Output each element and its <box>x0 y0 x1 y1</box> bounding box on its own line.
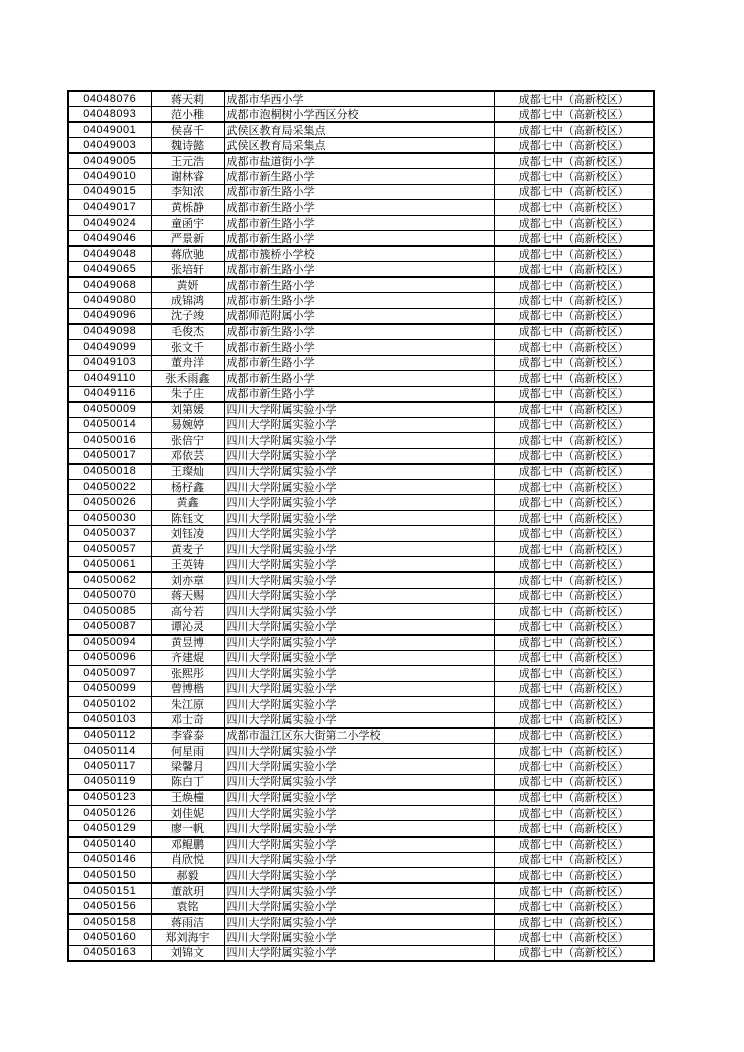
student-name-cell: 黄昱博 <box>151 635 224 651</box>
assigned-school-cell: 成都七中（高新校区） <box>494 371 654 387</box>
primary-school-cell: 成都市新生路小学 <box>224 169 494 185</box>
primary-school-cell: 四川大学附属实验小学 <box>224 526 494 542</box>
table-row <box>68 837 654 853</box>
table-row <box>68 510 654 526</box>
student-id-cell: 04050057 <box>68 541 151 557</box>
student-id-cell: 04050070 <box>68 588 151 604</box>
student-name-cell: 成锦鸿 <box>151 293 224 309</box>
student-name-cell: 王焕橦 <box>151 790 224 806</box>
student-id-cell: 04049003 <box>68 138 151 154</box>
student-id-cell: 04050016 <box>68 433 151 449</box>
assigned-school-cell: 成都七中（高新校区） <box>494 930 654 946</box>
table-row <box>68 588 654 604</box>
assigned-school-cell: 成都七中（高新校区） <box>494 464 654 480</box>
primary-school-cell: 四川大学附属实验小学 <box>224 635 494 651</box>
student-name-cell: 邓士奇 <box>151 712 224 728</box>
student-id-cell: 04050017 <box>68 448 151 464</box>
primary-school-cell: 四川大学附属实验小学 <box>224 837 494 853</box>
primary-school-cell: 四川大学附属实验小学 <box>224 417 494 433</box>
assigned-school-cell: 成都七中（高新校区） <box>494 246 654 262</box>
assigned-school-cell: 成都七中（高新校区） <box>494 91 654 107</box>
student-name-cell: 何星雨 <box>151 743 224 759</box>
student-name-cell: 杨杍鑫 <box>151 479 224 495</box>
student-id-cell: 04049065 <box>68 262 151 278</box>
primary-school-cell: 四川大学附属实验小学 <box>224 479 494 495</box>
primary-school-cell: 成都市新生路小学 <box>224 200 494 216</box>
student-name-cell: 袁铭 <box>151 899 224 915</box>
table-row <box>68 479 654 495</box>
student-id-cell: 04050061 <box>68 557 151 573</box>
table-row <box>68 899 654 915</box>
assigned-school-cell: 成都七中（高新校区） <box>494 790 654 806</box>
table-row <box>68 246 654 262</box>
student-name-cell: 郝毅 <box>151 868 224 884</box>
primary-school-cell: 四川大学附属实验小学 <box>224 557 494 573</box>
table-row <box>68 883 654 899</box>
student-id-cell: 04050102 <box>68 697 151 713</box>
student-id-cell: 04050112 <box>68 728 151 744</box>
student-name-cell: 郑刘海宇 <box>151 930 224 946</box>
student-name-cell: 王璨灿 <box>151 464 224 480</box>
table-row <box>68 308 654 324</box>
assigned-school-cell: 成都七中（高新校区） <box>494 402 654 418</box>
primary-school-cell: 四川大学附属实验小学 <box>224 852 494 868</box>
student-name-cell: 邓鲲鹏 <box>151 837 224 853</box>
primary-school-cell: 成都市新生路小学 <box>224 184 494 200</box>
assigned-school-cell: 成都七中（高新校区） <box>494 495 654 511</box>
student-id-cell: 04049010 <box>68 169 151 185</box>
primary-school-cell: 四川大学附属实验小学 <box>224 945 494 961</box>
assigned-school-cell: 成都七中（高新校区） <box>494 541 654 557</box>
assigned-school-cell: 成都七中（高新校区） <box>494 526 654 542</box>
student-id-cell: 04049005 <box>68 153 151 169</box>
student-id-cell: 04049024 <box>68 215 151 231</box>
table-row <box>68 852 654 868</box>
assigned-school-cell: 成都七中（高新校区） <box>494 681 654 697</box>
student-name-cell: 齐建焜 <box>151 650 224 666</box>
primary-school-cell: 成都市华西小学 <box>224 91 494 107</box>
assigned-school-cell: 成都七中（高新校区） <box>494 231 654 247</box>
assigned-school-cell: 成都七中（高新校区） <box>494 697 654 713</box>
primary-school-cell: 四川大学附属实验小学 <box>224 650 494 666</box>
student-name-cell: 黄妍 <box>151 277 224 293</box>
student-id-cell: 04050123 <box>68 790 151 806</box>
student-id-cell: 04050097 <box>68 666 151 682</box>
student-name-cell: 范小稚 <box>151 107 224 123</box>
primary-school-cell: 四川大学附属实验小学 <box>224 510 494 526</box>
assigned-school-cell: 成都七中（高新校区） <box>494 588 654 604</box>
table-row <box>68 184 654 200</box>
table-row <box>68 821 654 837</box>
assigned-school-cell: 成都七中（高新校区） <box>494 122 654 138</box>
table-row <box>68 122 654 138</box>
student-name-cell: 朱江原 <box>151 697 224 713</box>
primary-school-cell: 成都市新生路小学 <box>224 386 494 402</box>
student-id-cell: 04050146 <box>68 852 151 868</box>
student-name-cell: 蒋天莉 <box>151 91 224 107</box>
primary-school-cell: 四川大学附属实验小学 <box>224 464 494 480</box>
assigned-school-cell: 成都七中（高新校区） <box>494 821 654 837</box>
primary-school-cell: 武侯区教育局采集点 <box>224 122 494 138</box>
student-name-cell: 高兮若 <box>151 604 224 620</box>
student-name-cell: 蒋天赐 <box>151 588 224 604</box>
student-name-cell: 董舟洋 <box>151 355 224 371</box>
student-name-cell: 黄麦子 <box>151 541 224 557</box>
student-name-cell: 蒋雨洁 <box>151 914 224 930</box>
table-row <box>68 604 654 620</box>
primary-school-cell: 四川大学附属实验小学 <box>224 572 494 588</box>
student-id-cell: 04049116 <box>68 386 151 402</box>
table-row <box>68 945 654 961</box>
student-name-cell: 童函宇 <box>151 215 224 231</box>
assigned-school-cell: 成都七中（高新校区） <box>494 107 654 123</box>
student-id-cell: 04050022 <box>68 479 151 495</box>
table-row <box>68 635 654 651</box>
student-id-cell: 04049046 <box>68 231 151 247</box>
assigned-school-cell: 成都七中（高新校区） <box>494 293 654 309</box>
assigned-school-cell: 成都七中（高新校区） <box>494 308 654 324</box>
table-row <box>68 169 654 185</box>
primary-school-cell: 四川大学附属实验小学 <box>224 697 494 713</box>
student-name-cell: 李知浓 <box>151 184 224 200</box>
assigned-school-cell: 成都七中（高新校区） <box>494 169 654 185</box>
student-name-cell: 沈子竣 <box>151 308 224 324</box>
assigned-school-cell: 成都七中（高新校区） <box>494 619 654 635</box>
student-id-cell: 04050103 <box>68 712 151 728</box>
table-row <box>68 790 654 806</box>
primary-school-cell: 四川大学附属实验小学 <box>224 899 494 915</box>
assigned-school-cell: 成都七中（高新校区） <box>494 712 654 728</box>
assigned-school-cell: 成都七中（高新校区） <box>494 433 654 449</box>
primary-school-cell: 四川大学附属实验小学 <box>224 743 494 759</box>
table-row <box>68 728 654 744</box>
table-row <box>68 355 654 371</box>
assigned-school-cell: 成都七中（高新校区） <box>494 604 654 620</box>
primary-school-cell: 四川大学附属实验小学 <box>224 868 494 884</box>
student-name-cell: 黄栎静 <box>151 200 224 216</box>
table-row <box>68 293 654 309</box>
assigned-school-cell: 成都七中（高新校区） <box>494 572 654 588</box>
primary-school-cell: 成都市新生路小学 <box>224 371 494 387</box>
assigned-school-cell: 成都七中（高新校区） <box>494 510 654 526</box>
student-id-cell: 04050129 <box>68 821 151 837</box>
primary-school-cell: 成都市新生路小学 <box>224 262 494 278</box>
assigned-school-cell: 成都七中（高新校区） <box>494 277 654 293</box>
assigned-school-cell: 成都七中（高新校区） <box>494 340 654 356</box>
table-row <box>68 215 654 231</box>
student-id-cell: 04050163 <box>68 945 151 961</box>
student-name-cell: 梁馨月 <box>151 759 224 775</box>
student-id-cell: 04049017 <box>68 200 151 216</box>
assigned-school-cell: 成都七中（高新校区） <box>494 837 654 853</box>
student-id-cell: 04050151 <box>68 883 151 899</box>
student-name-cell: 严景新 <box>151 231 224 247</box>
student-id-cell: 04050160 <box>68 930 151 946</box>
student-id-cell: 04050158 <box>68 914 151 930</box>
assigned-school-cell: 成都七中（高新校区） <box>494 650 654 666</box>
student-name-cell: 侯喜千 <box>151 122 224 138</box>
primary-school-cell: 四川大学附属实验小学 <box>224 821 494 837</box>
student-id-cell: 04049099 <box>68 340 151 356</box>
student-id-cell: 04048076 <box>68 91 151 107</box>
assigned-school-cell: 成都七中（高新校区） <box>494 666 654 682</box>
primary-school-cell: 四川大学附属实验小学 <box>224 666 494 682</box>
table-row <box>68 371 654 387</box>
table-row <box>68 557 654 573</box>
student-id-cell: 04050114 <box>68 743 151 759</box>
student-id-cell: 04049080 <box>68 293 151 309</box>
assigned-school-cell: 成都七中（高新校区） <box>494 805 654 821</box>
primary-school-cell: 成都市新生路小学 <box>224 215 494 231</box>
student-id-cell: 04050156 <box>68 899 151 915</box>
assigned-school-cell: 成都七中（高新校区） <box>494 324 654 340</box>
assigned-school-cell: 成都七中（高新校区） <box>494 215 654 231</box>
student-id-cell: 04050099 <box>68 681 151 697</box>
student-name-cell: 刘亦章 <box>151 572 224 588</box>
student-id-cell: 04050117 <box>68 759 151 775</box>
student-name-cell: 朱子庄 <box>151 386 224 402</box>
primary-school-cell: 成都市新生路小学 <box>224 293 494 309</box>
assigned-school-cell: 成都七中（高新校区） <box>494 479 654 495</box>
primary-school-cell: 成都市新生路小学 <box>224 355 494 371</box>
primary-school-cell: 成都市泡桐树小学西区分校 <box>224 107 494 123</box>
student-name-cell: 魏诗懿 <box>151 138 224 154</box>
primary-school-cell: 四川大学附属实验小学 <box>224 402 494 418</box>
student-name-cell: 肖欣悦 <box>151 852 224 868</box>
table-row <box>68 464 654 480</box>
table-row <box>68 712 654 728</box>
table-row <box>68 697 654 713</box>
student-id-cell: 04050140 <box>68 837 151 853</box>
student-id-cell: 04050026 <box>68 495 151 511</box>
student-name-cell: 陈钰文 <box>151 510 224 526</box>
table-row <box>68 759 654 775</box>
table-row <box>68 340 654 356</box>
primary-school-cell: 四川大学附属实验小学 <box>224 541 494 557</box>
primary-school-cell: 成都市新生路小学 <box>224 340 494 356</box>
student-name-cell: 张文千 <box>151 340 224 356</box>
student-id-cell: 04050119 <box>68 774 151 790</box>
student-id-cell: 04050087 <box>68 619 151 635</box>
table-row <box>68 402 654 418</box>
student-id-cell: 04050150 <box>68 868 151 884</box>
assigned-school-cell: 成都七中（高新校区） <box>494 945 654 961</box>
table-row <box>68 386 654 402</box>
table-row <box>68 91 654 107</box>
student-id-cell: 04050018 <box>68 464 151 480</box>
student-id-cell: 04050014 <box>68 417 151 433</box>
assigned-school-cell: 成都七中（高新校区） <box>494 868 654 884</box>
student-name-cell: 刘锦文 <box>151 945 224 961</box>
primary-school-cell: 四川大学附属实验小学 <box>224 930 494 946</box>
student-name-cell: 王英铸 <box>151 557 224 573</box>
student-name-cell: 谢林睿 <box>151 169 224 185</box>
table-row <box>68 433 654 449</box>
table-row <box>68 619 654 635</box>
table-row <box>68 417 654 433</box>
student-id-cell: 04050085 <box>68 604 151 620</box>
student-id-cell: 04050037 <box>68 526 151 542</box>
student-name-cell: 张倍宁 <box>151 433 224 449</box>
primary-school-cell: 四川大学附属实验小学 <box>224 759 494 775</box>
primary-school-cell: 武侯区教育局采集点 <box>224 138 494 154</box>
student-id-cell: 04048093 <box>68 107 151 123</box>
primary-school-cell: 成都市温江区东大街第二小学校 <box>224 728 494 744</box>
table-row <box>68 448 654 464</box>
primary-school-cell: 四川大学附属实验小学 <box>224 588 494 604</box>
assigned-school-cell: 成都七中（高新校区） <box>494 153 654 169</box>
student-name-cell: 黄鑫 <box>151 495 224 511</box>
assigned-school-cell: 成都七中（高新校区） <box>494 200 654 216</box>
assigned-school-cell: 成都七中（高新校区） <box>494 262 654 278</box>
student-id-cell: 04049096 <box>68 308 151 324</box>
student-name-cell: 陈白丁 <box>151 774 224 790</box>
table-row <box>68 572 654 588</box>
primary-school-cell: 四川大学附属实验小学 <box>224 805 494 821</box>
student-id-cell: 04050094 <box>68 635 151 651</box>
student-id-cell: 04050009 <box>68 402 151 418</box>
table-row <box>68 277 654 293</box>
table-row <box>68 231 654 247</box>
student-id-cell: 04050062 <box>68 572 151 588</box>
student-id-cell: 04050096 <box>68 650 151 666</box>
student-id-cell: 04049015 <box>68 184 151 200</box>
primary-school-cell: 成都市簇桥小学校 <box>224 246 494 262</box>
student-name-cell: 李睿泰 <box>151 728 224 744</box>
primary-school-cell: 四川大学附属实验小学 <box>224 433 494 449</box>
table-body <box>68 91 654 961</box>
table-row <box>68 541 654 557</box>
student-name-cell: 廖一帆 <box>151 821 224 837</box>
primary-school-cell: 成都市新生路小学 <box>224 324 494 340</box>
assigned-school-cell: 成都七中（高新校区） <box>494 448 654 464</box>
student-name-cell: 董歆玥 <box>151 883 224 899</box>
student-name-cell: 曾博楷 <box>151 681 224 697</box>
table-row <box>68 526 654 542</box>
primary-school-cell: 成都市盐道街小学 <box>224 153 494 169</box>
assigned-school-cell: 成都七中（高新校区） <box>494 138 654 154</box>
assigned-school-cell: 成都七中（高新校区） <box>494 557 654 573</box>
student-name-cell: 张熙彤 <box>151 666 224 682</box>
table-row <box>68 743 654 759</box>
primary-school-cell: 成都市新生路小学 <box>224 277 494 293</box>
student-name-cell: 毛俊杰 <box>151 324 224 340</box>
assigned-school-cell: 成都七中（高新校区） <box>494 774 654 790</box>
primary-school-cell: 四川大学附属实验小学 <box>224 712 494 728</box>
table-row <box>68 107 654 123</box>
primary-school-cell: 四川大学附属实验小学 <box>224 495 494 511</box>
primary-school-cell: 四川大学附属实验小学 <box>224 790 494 806</box>
assigned-school-cell: 成都七中（高新校区） <box>494 883 654 899</box>
primary-school-cell: 四川大学附属实验小学 <box>224 914 494 930</box>
table-row <box>68 868 654 884</box>
table-row <box>68 324 654 340</box>
table-row <box>68 774 654 790</box>
student-id-cell: 04050030 <box>68 510 151 526</box>
primary-school-cell: 四川大学附属实验小学 <box>224 448 494 464</box>
primary-school-cell: 四川大学附属实验小学 <box>224 774 494 790</box>
primary-school-cell: 成都师范附属小学 <box>224 308 494 324</box>
assigned-school-cell: 成都七中（高新校区） <box>494 852 654 868</box>
table-row <box>68 650 654 666</box>
assigned-school-cell: 成都七中（高新校区） <box>494 417 654 433</box>
assigned-school-cell: 成都七中（高新校区） <box>494 635 654 651</box>
table-row <box>68 805 654 821</box>
student-name-cell: 张培轩 <box>151 262 224 278</box>
table-row <box>68 138 654 154</box>
student-name-cell: 王元浩 <box>151 153 224 169</box>
primary-school-cell: 四川大学附属实验小学 <box>224 619 494 635</box>
assigned-school-cell: 成都七中（高新校区） <box>494 184 654 200</box>
table-row <box>68 200 654 216</box>
assigned-school-cell: 成都七中（高新校区） <box>494 914 654 930</box>
primary-school-cell: 成都市新生路小学 <box>224 231 494 247</box>
table-row <box>68 153 654 169</box>
table-row <box>68 930 654 946</box>
assigned-school-cell: 成都七中（高新校区） <box>494 386 654 402</box>
primary-school-cell: 四川大学附属实验小学 <box>224 883 494 899</box>
table-row <box>68 914 654 930</box>
student-id-cell: 04050126 <box>68 805 151 821</box>
assigned-school-cell: 成都七中（高新校区） <box>494 899 654 915</box>
table-row <box>68 262 654 278</box>
table-row <box>68 681 654 697</box>
student-assignment-table <box>67 90 655 962</box>
primary-school-cell: 四川大学附属实验小学 <box>224 604 494 620</box>
student-id-cell: 04049048 <box>68 246 151 262</box>
student-id-cell: 04049001 <box>68 122 151 138</box>
assigned-school-cell: 成都七中（高新校区） <box>494 728 654 744</box>
student-name-cell: 易婉婷 <box>151 417 224 433</box>
student-name-cell: 刘钰凌 <box>151 526 224 542</box>
student-id-cell: 04049110 <box>68 371 151 387</box>
student-name-cell: 刘佳妮 <box>151 805 224 821</box>
student-name-cell: 邓依芸 <box>151 448 224 464</box>
student-id-cell: 04049098 <box>68 324 151 340</box>
assigned-school-cell: 成都七中（高新校区） <box>494 759 654 775</box>
table-row <box>68 666 654 682</box>
assigned-school-cell: 成都七中（高新校区） <box>494 743 654 759</box>
student-name-cell: 刘第媛 <box>151 402 224 418</box>
student-name-cell: 蒋欣驰 <box>151 246 224 262</box>
assigned-school-cell: 成都七中（高新校区） <box>494 355 654 371</box>
student-id-cell: 04049103 <box>68 355 151 371</box>
table-row <box>68 495 654 511</box>
student-name-cell: 张禾雨鑫 <box>151 371 224 387</box>
primary-school-cell: 四川大学附属实验小学 <box>224 681 494 697</box>
student-id-cell: 04049068 <box>68 277 151 293</box>
student-name-cell: 谭沁灵 <box>151 619 224 635</box>
